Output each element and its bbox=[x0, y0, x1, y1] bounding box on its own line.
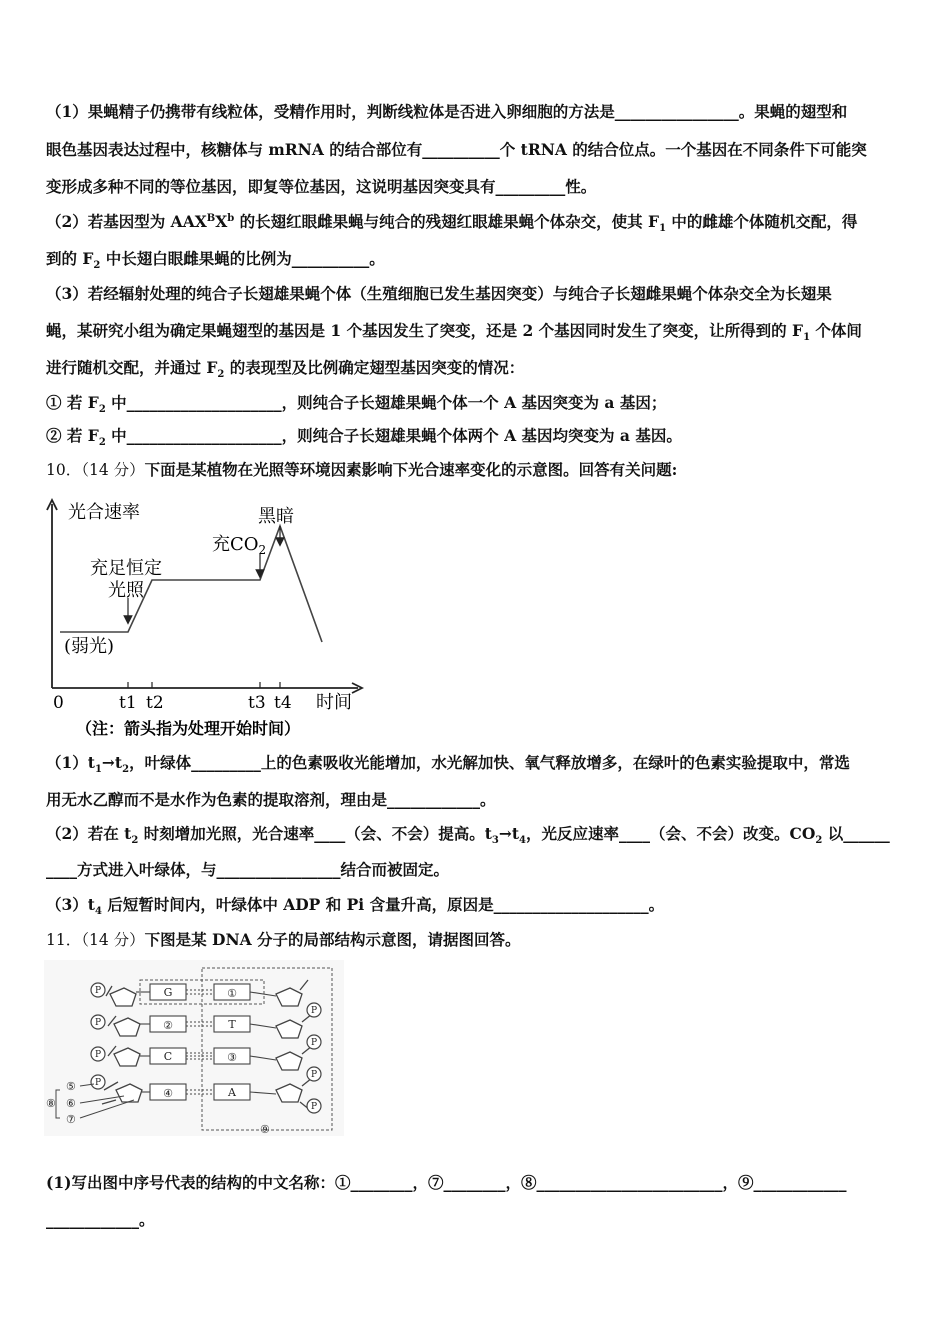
q10-heading: 10．（14 分）下面是某植物在光照等环境因素影响下光合速率变化的示意图。回答有关问题: bbox=[46, 460, 678, 479]
x-axis-label: 时间 bbox=[316, 692, 352, 713]
dna-structure-figure bbox=[44, 960, 344, 1136]
phosphate-label: P bbox=[310, 1038, 318, 1048]
x-tick-label-t2: t2 bbox=[146, 693, 164, 713]
phosphate-label: P bbox=[310, 1006, 318, 1016]
q10-part3: $(3)t_4$ 后短暂时间内，叶绿体中 ADP 和 Pi 含量升高，原因是____________________。 bbox=[46, 895, 665, 918]
x-origin-label: 0 bbox=[53, 693, 64, 713]
label-3: ③ bbox=[227, 1051, 237, 1064]
x-tick-label-t4: t4 bbox=[274, 693, 292, 713]
label-2: ② bbox=[163, 1019, 173, 1032]
q9-part2-line2: 到的 $F_2$ 中长翅白眼雌果蝇的比例为__________。 bbox=[46, 249, 385, 272]
phosphate-label: P bbox=[94, 986, 102, 996]
q11-part1-line1: (1)写出图中序号代表的结构的中文名称：①________，⑦________，⑧________________________，⑨____________ bbox=[46, 1173, 847, 1192]
label-9: ⑨ bbox=[260, 1123, 270, 1136]
q11-part1-line2: ____________。 bbox=[46, 1210, 155, 1229]
label-dark: 黑暗 bbox=[258, 506, 294, 527]
q11-heading: 11．（14 分）下图是某 DNA 分子的局部结构示意图，请据图回答。 bbox=[46, 930, 521, 949]
base-label-t: T bbox=[228, 1018, 236, 1031]
label-4: ④ bbox=[163, 1087, 173, 1100]
x-tick-label-t3: t3 bbox=[248, 693, 266, 713]
base-label-g: G bbox=[163, 986, 173, 999]
rate-curve bbox=[60, 526, 322, 642]
label-weak-light: (弱光) bbox=[64, 636, 115, 657]
q9-part3-option1: ① 若 $F_2$ 中____________________，则纯合子长翅雄果蝇个体一个 A 基因突变为 a 基因； bbox=[46, 393, 667, 416]
label-1: ① bbox=[227, 987, 237, 1000]
label-8: ⑧ bbox=[46, 1097, 56, 1110]
label-co2: 充$CO_2$ bbox=[212, 534, 267, 557]
q9-part3-line3: 进行随机交配，并通过 $F_2$ 的表现型及比例确定翅型基因突变的情况： bbox=[46, 358, 525, 381]
label-7: ⑦ bbox=[66, 1113, 76, 1126]
phosphate-label: P bbox=[94, 1018, 102, 1028]
label-light-line2: 光照 bbox=[108, 580, 144, 601]
phosphate-label: P bbox=[94, 1078, 102, 1088]
phosphate-label: P bbox=[94, 1050, 102, 1060]
figure-background bbox=[44, 960, 344, 1136]
q10-part1-line1: $(1)t_1\to t_2$，叶绿体_________上的色素吸收光能增加，水光解加快、氧气释放增多，在绿叶的色素实验提取中，常选 bbox=[46, 753, 850, 776]
label-light-line1: 充足恒定 bbox=[90, 558, 162, 579]
q9-part3-option2: ② 若 $F_2$ 中____________________，则纯合子长翅雄果蝇个体两个 A 基因均突变为 a 基因。 bbox=[46, 426, 682, 449]
q10-part2-line2: ____方式进入叶绿体，与________________结合而被固定。 bbox=[46, 860, 450, 879]
base-label-a: A bbox=[228, 1086, 236, 1099]
y-axis-label: 光合速率 bbox=[68, 502, 140, 523]
q9-part3-line2: 蝇，某研究小组为确定果蝇翅型的基因是 1 个基因发生了突变，还是 2 个基因同时发生了突变，让所得到的 $F_1$ 个体间 bbox=[46, 321, 862, 344]
q9-part3-line1: （3）若经辐射处理的纯合子长翅雄果蝇个体（生殖细胞已发生基因突变）与纯合子长翅雌果蝇个体杂交全为长翅果 bbox=[46, 284, 832, 303]
figure-note: （注：箭头指为处理开始时间） bbox=[76, 719, 301, 738]
phosphate-label: P bbox=[310, 1102, 318, 1112]
q9-part1-line1: （1）果蝇精子仍携带有线粒体，受精作用时，判断线粒体是否进入卵细胞的方法是________________。果蝇的翅型和 bbox=[46, 102, 848, 121]
phosphate-label: P bbox=[310, 1070, 318, 1080]
q9-part2-line1: （2）若基因型为 $AAX^BX^b$ 的长翅红眼雌果蝇与纯合的残翅红眼雄果蝇个体杂交，使其 $F_1$ 中的雌雄个体随机交配，得 bbox=[46, 212, 858, 235]
q9-part1-line2: 眼色基因表达过程中，核糖体与 mRNA 的结合部位有__________个 tRNA 的结合位点。一个基因在不同条件下可能突 bbox=[46, 140, 867, 159]
x-tick-label-t1: t1 bbox=[119, 693, 137, 713]
label-6: ⑥ bbox=[66, 1097, 76, 1110]
photosynthesis-rate-figure bbox=[40, 492, 380, 742]
q10-part2-line1: （2）若在 $t_2$ 时刻增加光照，光合速率____（会、不会）提高。$t_3\to t_4$，光反应速率____（会、不会）改变。$CO_2$ 以______ bbox=[46, 824, 890, 847]
base-label-c: C bbox=[163, 1050, 173, 1063]
q10-part1-line2: 用无水乙醇而不是水作为色素的提取溶剂，理由是____________。 bbox=[46, 790, 496, 809]
label-5: ⑤ bbox=[66, 1080, 76, 1093]
q9-part1-line3: 变形成多种不同的等位基因，即复等位基因，这说明基因突变具有_________性。 bbox=[46, 177, 597, 196]
